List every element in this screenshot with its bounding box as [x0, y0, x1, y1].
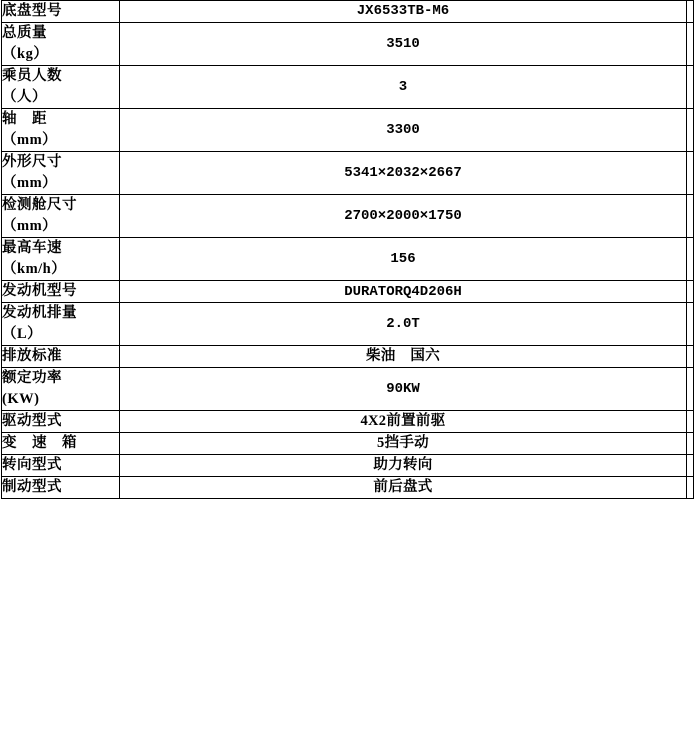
row-label	[2, 303, 120, 346]
row-label-line: 变 速 箱	[2, 435, 77, 452]
row-value: 3300	[120, 109, 687, 152]
row-label-line: 发动机排量	[2, 305, 77, 322]
row-label	[2, 66, 120, 109]
row-label-line: 乘员人数	[2, 68, 62, 85]
row-edge-marker	[687, 23, 694, 66]
row-edge-marker	[687, 238, 694, 281]
row-label-line: 轴 距	[2, 111, 47, 128]
table-row	[2, 455, 694, 477]
table-row	[2, 281, 694, 303]
table-row	[2, 346, 694, 368]
row-value: 2700×2000×1750	[120, 195, 687, 238]
row-label-line: 总质量	[2, 25, 47, 42]
row-label-line: 最高车速	[2, 240, 62, 257]
row-edge-marker	[687, 368, 694, 411]
row-label-line: （mm）	[2, 132, 58, 149]
row-edge-marker	[687, 1, 694, 23]
row-value: 156	[120, 238, 687, 281]
row-label	[2, 411, 120, 433]
row-label-line: 排放标准	[2, 348, 62, 365]
row-label-line: （L）	[2, 326, 43, 343]
row-label-line: 发动机型号	[2, 283, 77, 300]
table-row	[2, 1, 694, 23]
row-edge-marker	[687, 303, 694, 346]
row-label-line: 驱动型式	[2, 413, 62, 430]
table-body	[2, 1, 694, 499]
table-row	[2, 238, 694, 281]
row-label-line: 转向型式	[2, 457, 62, 474]
row-label	[2, 346, 120, 368]
row-edge-marker	[687, 433, 694, 455]
table-row	[2, 411, 694, 433]
table-row	[2, 368, 694, 411]
row-value: 90KW	[120, 368, 687, 411]
table-row	[2, 433, 694, 455]
table-row	[2, 303, 694, 346]
row-label-line: （mm）	[2, 175, 58, 192]
row-label	[2, 368, 120, 411]
table-row	[2, 152, 694, 195]
row-value: 3510	[120, 23, 687, 66]
row-label-line: (KW)	[2, 391, 40, 408]
table-row	[2, 477, 694, 499]
row-edge-marker	[687, 411, 694, 433]
row-label-line: （人）	[2, 89, 47, 106]
row-label-line: （km/h）	[2, 261, 67, 278]
row-value: 4X2前置前驱	[120, 411, 687, 433]
row-label	[2, 195, 120, 238]
row-edge-marker	[687, 152, 694, 195]
row-label	[2, 477, 120, 499]
row-label	[2, 238, 120, 281]
row-edge-marker	[687, 281, 694, 303]
row-value: 前后盘式	[120, 477, 687, 499]
row-value: 3	[120, 66, 687, 109]
row-edge-marker	[687, 66, 694, 109]
row-label-line: 检测舱尺寸	[2, 197, 77, 214]
row-label-line: （kg）	[2, 46, 49, 63]
row-edge-marker	[687, 195, 694, 238]
row-label	[2, 109, 120, 152]
row-edge-marker	[687, 455, 694, 477]
row-label-line: 外形尺寸	[2, 154, 62, 171]
row-edge-marker	[687, 346, 694, 368]
row-label	[2, 281, 120, 303]
specification-table	[1, 0, 694, 499]
row-value: 助力转向	[120, 455, 687, 477]
row-label-line: 制动型式	[2, 479, 62, 496]
row-label-line: 底盘型号	[2, 3, 62, 19]
table-row	[2, 195, 694, 238]
row-value: 5挡手动	[120, 433, 687, 455]
table-row	[2, 23, 694, 66]
table-row	[2, 66, 694, 109]
row-label	[2, 433, 120, 455]
row-label	[2, 23, 120, 66]
row-edge-marker	[687, 477, 694, 499]
row-label	[2, 152, 120, 195]
row-value: 柴油 国六	[120, 346, 687, 368]
row-value: DURATORQ4D206H	[120, 281, 687, 303]
row-label-line: （mm）	[2, 218, 58, 235]
row-value: 2.0T	[120, 303, 687, 346]
row-edge-marker	[687, 109, 694, 152]
row-label	[2, 455, 120, 477]
row-value: 5341×2032×2667	[120, 152, 687, 195]
row-value: JX6533TB-M6	[120, 1, 687, 23]
row-label-line: 额定功率	[2, 370, 62, 387]
table-row	[2, 109, 694, 152]
row-label	[2, 1, 120, 23]
